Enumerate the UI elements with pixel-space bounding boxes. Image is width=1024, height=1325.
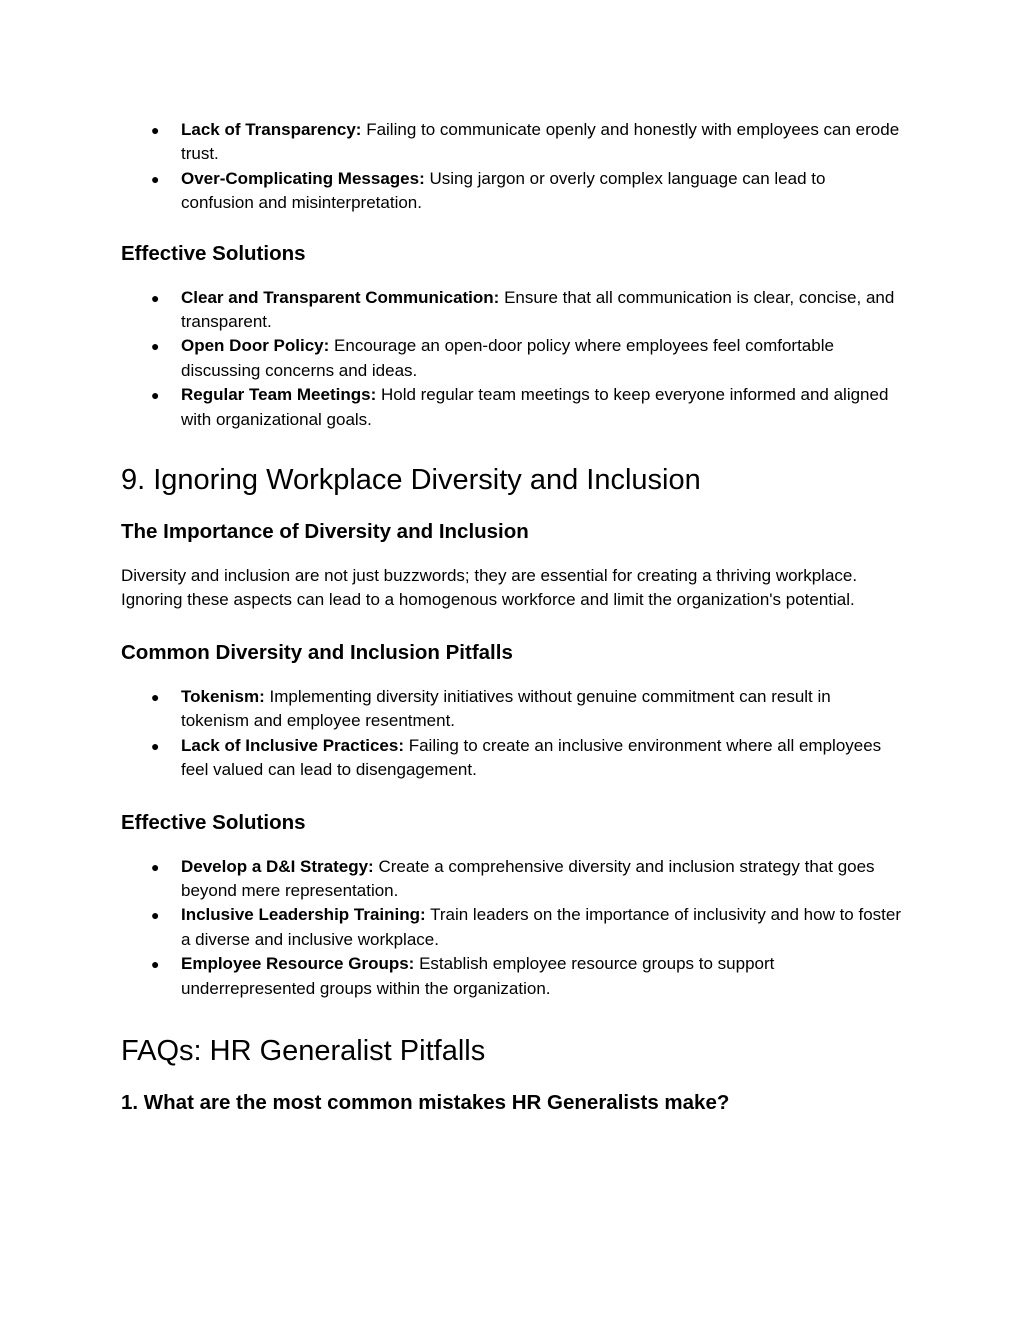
item-term: Develop a D&I Strategy: <box>181 856 374 876</box>
list-item <box>121 286 901 335</box>
diversity-solutions-list <box>121 855 901 1001</box>
list-item <box>121 952 901 1001</box>
document-page <box>121 118 901 1117</box>
importance-heading: The Importance of Diversity and Inclusion <box>121 520 529 544</box>
bullet-icon: ● <box>151 170 160 187</box>
pitfalls-heading: Common Diversity and Inclusion Pitfalls <box>121 640 513 664</box>
effective-solutions-heading: Effective Solutions <box>121 241 306 265</box>
item-term: Employee Resource Groups: <box>181 954 415 974</box>
list-item <box>121 334 901 383</box>
item-term: Inclusive Leadership Training: <box>181 905 426 925</box>
diversity-pitfalls-list <box>121 685 901 783</box>
item-term: Lack of Inclusive Practices: <box>181 735 404 755</box>
section-9-title: 9. Ignoring Workplace Diversity and Inclusion <box>121 464 701 497</box>
bullet-icon: ● <box>151 122 160 138</box>
list-item <box>121 855 901 904</box>
faqs-title: FAQs: HR Generalist Pitfalls <box>121 1034 486 1067</box>
faq-question-1: 1. What are the most common mistakes HR Generalists make? <box>121 1090 730 1114</box>
item-text: Ensure that all communication is clear, concise, and transparent. <box>181 287 895 332</box>
item-text: Failing to create an inclusive environment where all employees feel valued can lead to disengagement. <box>181 735 882 780</box>
item-term: Lack of Transparency: <box>181 120 362 139</box>
item-text: Implementing diversity initiatives without genuine commitment can result in tokenism and employee resentment. <box>181 686 831 731</box>
item-term: Clear and Transparent Communication: <box>181 287 500 307</box>
item-term: Tokenism: <box>181 686 265 706</box>
importance-paragraph: Diversity and inclusion are not just buzzwords; they are essential for creating a thriving workplace. Ignoring these aspects can lead to a homogenous workforce and limit the organization's potential. <box>121 566 858 610</box>
bullet-icon: ● <box>151 907 160 924</box>
list-item <box>121 685 901 734</box>
item-text: Establish employee resource groups to support underrepresented groups within the organization. <box>181 954 775 998</box>
bullet-icon: ● <box>151 688 160 705</box>
transparency-pitfalls-list <box>121 118 901 216</box>
effective-solutions-list <box>121 286 901 432</box>
list-item <box>121 903 901 952</box>
item-term: Regular Team Meetings: <box>181 385 377 405</box>
bullet-icon: ● <box>151 956 160 973</box>
item-text: Using jargon or overly complex language can lead to confusion and misinterpretation. <box>181 168 826 213</box>
item-text: Failing to communicate openly and honestly with employees can erode trust. <box>181 120 900 164</box>
list-item <box>121 734 901 783</box>
list-item <box>121 383 901 432</box>
bullet-icon: ● <box>151 289 160 306</box>
list-item <box>121 118 901 167</box>
effective-solutions-heading: Effective Solutions <box>121 810 306 834</box>
item-term: Open Door Policy: <box>181 336 330 356</box>
bullet-icon: ● <box>151 858 160 875</box>
item-text: Hold regular team meetings to keep everyone informed and aligned with organizational goals. <box>181 385 889 429</box>
bullet-icon: ● <box>151 338 160 355</box>
item-text: Encourage an open-door policy where employees feel comfortable discussing concerns and ideas. <box>181 336 834 380</box>
bullet-icon: ● <box>151 387 160 404</box>
item-text: Create a comprehensive diversity and inclusion strategy that goes beyond mere representation. <box>181 856 875 900</box>
list-item <box>121 167 901 216</box>
item-text: Train leaders on the importance of inclusivity and how to foster a diverse and inclusive workplace. <box>181 905 901 949</box>
bullet-icon: ● <box>151 737 160 754</box>
item-term: Over-Complicating Messages: <box>181 168 425 188</box>
